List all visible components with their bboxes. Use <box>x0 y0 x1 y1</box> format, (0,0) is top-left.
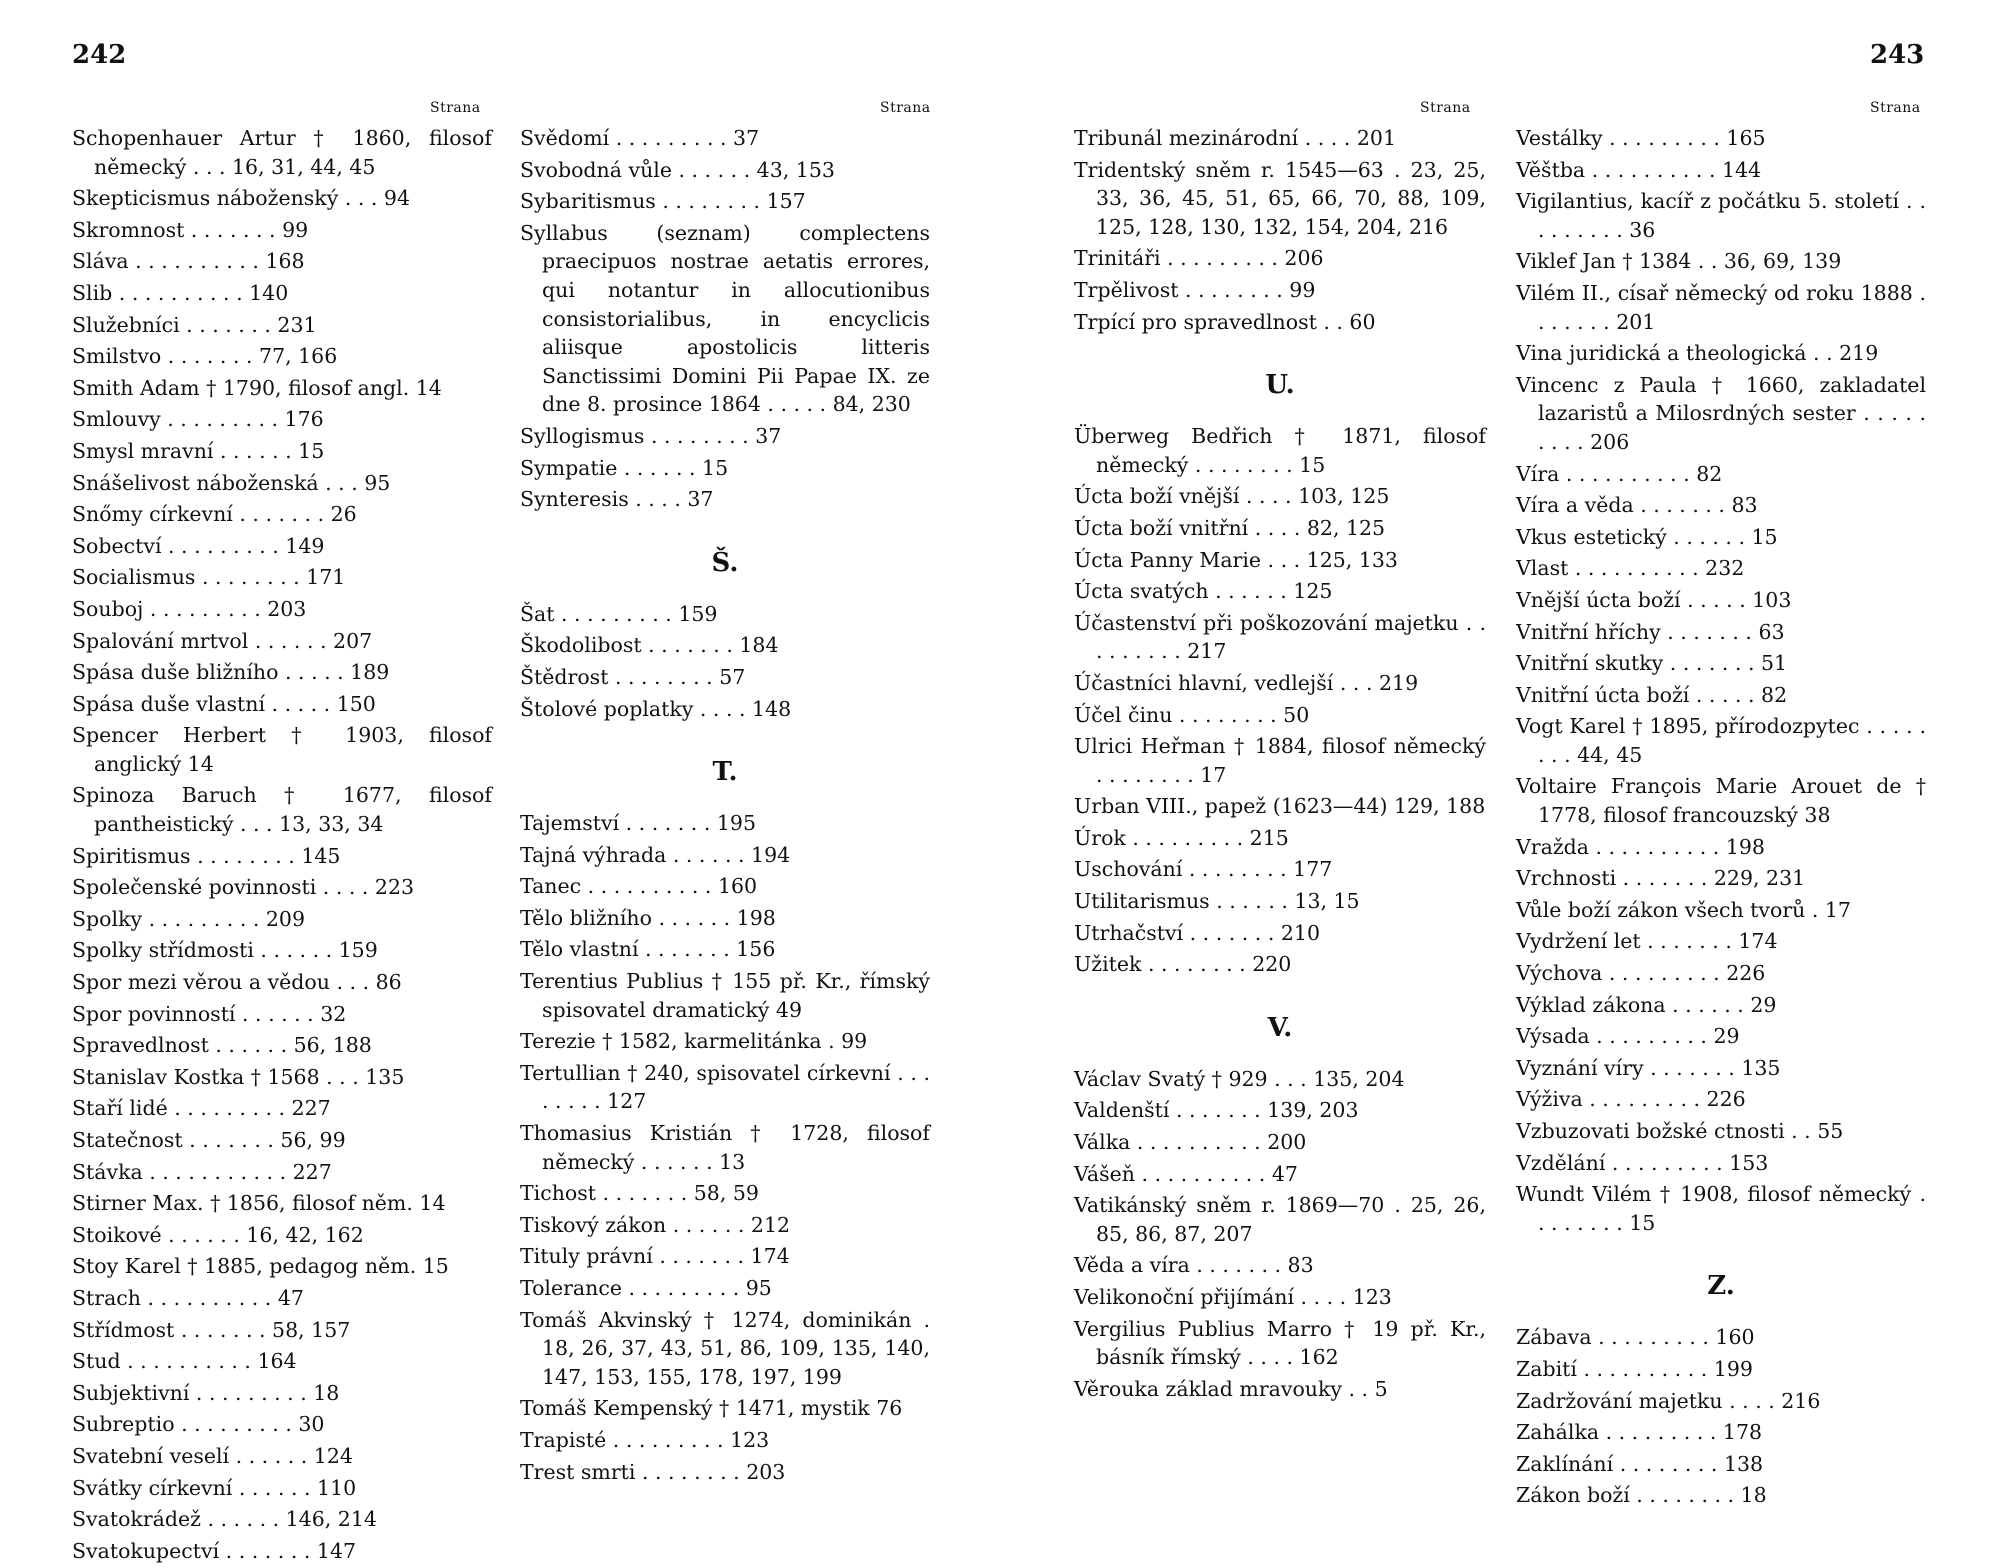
index-entry: Víra . . . . . . . . . . 82 <box>1516 461 1723 486</box>
index-entry: Svatokupectví . . . . . . . 147 <box>72 1538 357 1563</box>
index-entry: Tajemství . . . . . . . 195 <box>520 811 757 836</box>
index-entry: Voltaire François Marie Arouet de † 1778, filosof francouzský 38 <box>1516 774 1926 828</box>
index-entry: Sobectví . . . . . . . . . 149 <box>72 533 325 558</box>
index-entry: Víra a věda . . . . . . . 83 <box>1516 493 1758 518</box>
index-entry: Vzdělání . . . . . . . . . 153 <box>1516 1150 1769 1175</box>
strana-label-col2: Strana <box>880 100 931 116</box>
index-entry: Syllogismus . . . . . . . . 37 <box>520 423 782 448</box>
index-entry: Tanec . . . . . . . . . . 160 <box>520 874 758 899</box>
index-entry: Urban VIII., papež (1623—44) 129, 188 <box>1074 794 1486 819</box>
index-entry: Válka . . . . . . . . . . 200 <box>1074 1130 1307 1155</box>
index-entry: Snőmy církevní . . . . . . . 26 <box>72 502 357 527</box>
index-entry: Wundt Vilém † 1908, filosof německý . . . . . . . . 15 <box>1516 1182 1926 1235</box>
strana-label-col4: Strana <box>1870 100 1921 116</box>
index-entry: Valdenští . . . . . . . 139, 203 <box>1074 1098 1359 1123</box>
index-entry: Výchova . . . . . . . . . 226 <box>1516 961 1766 986</box>
index-entry: Stanislav Kostka † 1568 . . . 135 <box>72 1064 405 1089</box>
index-entry: Spalování mrtvol . . . . . . 207 <box>72 628 373 653</box>
index-entry: Spencer Herbert † 1903, filosof anglický 14 <box>72 723 492 776</box>
index-entry: Spiritismus . . . . . . . . 145 <box>72 843 341 868</box>
index-entry: Staří lidé . . . . . . . . . 227 <box>72 1096 331 1121</box>
index-entry: Věrouka základ mravouky . . 5 <box>1074 1376 1388 1401</box>
index-entry: Stud . . . . . . . . . . 164 <box>72 1349 297 1374</box>
index-entry: Vyznání víry . . . . . . . 135 <box>1516 1055 1781 1080</box>
index-column-2 <box>520 124 930 1489</box>
index-entry: Společenské povinnosti . . . . 223 <box>72 875 415 900</box>
index-entry: Zábava . . . . . . . . . 160 <box>1516 1325 1755 1350</box>
index-entry: Utrhačství . . . . . . . 210 <box>1074 920 1320 945</box>
index-entry: Tomáš Akvinský † 1274, dominikán . 18, 26, 37, 43, 51, 86, 109, 135, 140, 147, 153, 155, 178, 197, 199 <box>520 1307 930 1389</box>
index-entry: Svatokrádež . . . . . . 146, 214 <box>72 1507 377 1532</box>
index-entry: Svobodná vůle . . . . . . 43, 153 <box>520 157 835 182</box>
index-entry: Trinitáři . . . . . . . . . 206 <box>1074 246 1324 271</box>
index-entry: Zadržování majetku . . . . 216 <box>1516 1388 1821 1413</box>
index-entry: Tridentský sněm r. 1545—63 . 23, 25, 33, 36, 45, 51, 65, 66, 70, 88, 109, 125, 128, 130, 132, 154, 204, 216 <box>1074 157 1486 239</box>
index-entry: Věda a víra . . . . . . . 83 <box>1074 1253 1314 1278</box>
index-entry: Zaklínání . . . . . . . . 138 <box>1516 1451 1764 1476</box>
index-entry: Výživa . . . . . . . . . 226 <box>1516 1087 1746 1112</box>
index-entry: Stoy Karel † 1885, pedagog něm. 15 <box>72 1254 449 1279</box>
index-entry: Socialismus . . . . . . . . 171 <box>72 565 346 590</box>
index-entry: Uschování . . . . . . . . 177 <box>1074 857 1333 882</box>
index-entry: Vergilius Publius Marro † 19 př. Kr., básník římský . . . . 162 <box>1074 1316 1486 1370</box>
index-entry: Subreptio . . . . . . . . . 30 <box>72 1412 325 1437</box>
index-entry: Václav Svatý † 929 . . . 135, 204 <box>1074 1066 1405 1091</box>
index-entry: Vincenc z Paula † 1660, zakladatel lazaristů a Milosrdných sester . . . . . . . . . 206 <box>1516 372 1926 454</box>
index-entry: Trapisté . . . . . . . . . 123 <box>520 1427 770 1452</box>
index-entry: Škodolibost . . . . . . . 184 <box>520 633 779 658</box>
index-entry: Trpělivost . . . . . . . . 99 <box>1074 277 1316 302</box>
index-entry: Thomasius Kristián † 1728, filosof německý . . . . . . 13 <box>520 1121 930 1174</box>
index-entry: Vlast . . . . . . . . . . 232 <box>1516 556 1745 581</box>
index-entry: Úcta svatých . . . . . . 125 <box>1074 579 1333 604</box>
index-column-3 <box>1074 124 1486 1406</box>
index-entry: Štolové poplatky . . . . 148 <box>520 696 792 721</box>
index-entry: Šat . . . . . . . . . 159 <box>520 601 718 626</box>
index-entry: Vnitřní skutky . . . . . . . 51 <box>1516 651 1788 676</box>
index-entry: Statečnost . . . . . . . 56, 99 <box>72 1128 346 1152</box>
index-entry: Snášelivost náboženská . . . 95 <box>72 470 391 495</box>
index-entry: Vražda . . . . . . . . . . 198 <box>1516 834 1765 859</box>
index-entry: Tichost . . . . . . . 58, 59 <box>520 1181 759 1206</box>
index-entry: Výklad zákona . . . . . . 29 <box>1516 992 1777 1017</box>
index-entry: Tertullian † 240, spisovatel církevní . . . . . . . . 127 <box>520 1060 930 1114</box>
index-entry: Úrok . . . . . . . . . 215 <box>1074 825 1289 850</box>
index-entry: Úcta boží vnější . . . . 103, 125 <box>1074 484 1390 509</box>
index-entry: Výsada . . . . . . . . . 29 <box>1516 1024 1740 1049</box>
index-entry: Vilém II., císař německý od roku 1888 . . . . . . . 201 <box>1516 280 1926 334</box>
index-column-4 <box>1516 124 1926 1513</box>
index-entry: Svátky církevní . . . . . . 110 <box>72 1475 357 1500</box>
index-entry: Vina juridická a theologická . . 219 <box>1516 341 1879 366</box>
index-column-1 <box>72 124 492 1568</box>
index-entry: Sympatie . . . . . . 15 <box>520 455 729 480</box>
index-entry: Úcta boží vnitřní . . . . 82, 125 <box>1074 515 1386 540</box>
index-entry: Souboj . . . . . . . . . 203 <box>72 596 307 621</box>
index-entry: Vnější úcta boží . . . . . 103 <box>1516 587 1792 612</box>
index-entry: Vogt Karel † 1895, přírodozpytec . . . . . . . . 44, 45 <box>1516 714 1926 767</box>
index-entry: Smith Adam † 1790, filosof angl. 14 <box>72 375 442 400</box>
section-heading: Š. <box>711 547 739 578</box>
index-entry: Stirner Max. † 1856, filosof něm. 14 <box>72 1191 446 1216</box>
index-entry: Vzbuzovati božské ctnosti . . 55 <box>1516 1119 1844 1143</box>
index-entry: Subjektivní . . . . . . . . . 18 <box>72 1380 340 1405</box>
index-entry: Trest smrti . . . . . . . . 203 <box>520 1459 786 1484</box>
index-entry: Überweg Bedřich † 1871, filosof německý . . . . . . . . 15 <box>1074 424 1486 477</box>
right-page-number: 243 <box>1870 40 1925 70</box>
index-entry: Užitek . . . . . . . . 220 <box>1074 952 1292 977</box>
index-entry: Vestálky . . . . . . . . . 165 <box>1516 126 1766 150</box>
index-entry: Vrchnosti . . . . . . . 229, 231 <box>1516 866 1806 891</box>
index-entry: Tajná výhrada . . . . . . 194 <box>520 842 791 867</box>
index-entry: Strach . . . . . . . . . . 47 <box>72 1285 304 1310</box>
index-entry: Vášeň . . . . . . . . . . 47 <box>1074 1161 1298 1186</box>
index-entry: Utilitarismus . . . . . . 13, 15 <box>1074 889 1360 914</box>
left-page-number: 242 <box>72 40 127 70</box>
index-entry: Slib . . . . . . . . . . 140 <box>72 280 289 305</box>
index-entry: Terezie † 1582, karmelitánka . 99 <box>520 1029 868 1054</box>
index-entry: Vydržení let . . . . . . . 174 <box>1516 929 1778 954</box>
index-entry: Spása duše bližního . . . . . 189 <box>72 660 390 685</box>
index-entry: Spolky střídmosti . . . . . . 159 <box>72 938 378 963</box>
index-entry: Spor mezi věrou a vědou . . . 86 <box>72 970 402 995</box>
index-entry: Smlouvy . . . . . . . . . 176 <box>72 407 324 432</box>
index-entry: Sybaritismus . . . . . . . . 157 <box>520 189 806 214</box>
index-entry: Smilstvo . . . . . . . 77, 166 <box>72 344 338 369</box>
section-heading: U. <box>1265 370 1295 401</box>
index-entry: Věštba . . . . . . . . . . 144 <box>1516 157 1762 182</box>
index-entry: Ulrici Heřman † 1884, filosof německý . . . . . . . . 17 <box>1074 734 1486 787</box>
section-heading: T. <box>712 757 738 788</box>
index-entry: Tribunál mezinárodní . . . . 201 <box>1074 126 1397 150</box>
index-entry: Zahálka . . . . . . . . . 178 <box>1516 1420 1763 1445</box>
section-heading: Z. <box>1707 1271 1735 1302</box>
index-entry: Úcta Panny Marie . . . 125, 133 <box>1074 547 1398 572</box>
index-entry: Štědrost . . . . . . . . 57 <box>520 664 746 689</box>
index-entry: Tituly právní . . . . . . . 174 <box>520 1244 790 1269</box>
index-entry: Skromnost . . . . . . . 99 <box>72 217 309 242</box>
index-entry: Svatební veselí . . . . . . 124 <box>72 1443 353 1468</box>
index-entry: Spása duše vlastní . . . . . 150 <box>72 691 376 716</box>
index-entry: Vigilantius, kacíř z počátku 5. století . . . . . . . . . 36 <box>1516 189 1926 242</box>
index-entry: Účel činu . . . . . . . . 50 <box>1074 702 1310 727</box>
index-entry: Služebníci . . . . . . . 231 <box>72 312 317 337</box>
index-entry: Účastníci hlavní, vedlejší . . . 219 <box>1074 670 1419 695</box>
index-entry: Stoikové . . . . . . 16, 42, 162 <box>72 1222 364 1247</box>
section-heading: V. <box>1267 1012 1293 1043</box>
index-entry: Synteresis . . . . 37 <box>520 487 714 512</box>
index-entry: Spolky . . . . . . . . . 209 <box>72 906 306 931</box>
index-entry: Tolerance . . . . . . . . . 95 <box>520 1276 772 1300</box>
index-entry: Velikonoční přijímání . . . . 123 <box>1074 1285 1392 1309</box>
index-entry: Spor povinností . . . . . . 32 <box>72 1001 347 1026</box>
index-entry: Schopenhauer Artur † 1860, filosof německý . . . 16, 31, 44, 45 <box>72 126 492 179</box>
index-entry: Stávka . . . . . . . . . . . 227 <box>72 1159 332 1184</box>
index-entry: Zabití . . . . . . . . . . 199 <box>1516 1356 1753 1381</box>
index-entry: Vnitřní úcta boží . . . . . 82 <box>1516 682 1788 707</box>
index-entry: Tiskový zákon . . . . . . 212 <box>520 1212 791 1237</box>
index-entry: Syllabus (seznam) complectens praecipuos nostrae aetatis errores, qui notantur in allocutionibus consistorialibus, in encyclicis aliisque apostolicis litteris Sanctissimi Domini Pii Papae IX. ze dne 8. prosince 1864 . . . . . 84, 230 <box>520 220 930 417</box>
index-entry: Trpící pro spravedlnost . . 60 <box>1074 309 1376 334</box>
index-entry: Terentius Publius † 155 př. Kr., římský spisovatel dramatický 49 <box>520 969 930 1022</box>
strana-label-col3: Strana <box>1420 100 1471 116</box>
index-entry: Svědomí . . . . . . . . . 37 <box>520 126 760 150</box>
index-entry: Spravedlnost . . . . . . 56, 188 <box>72 1033 372 1058</box>
index-entry: Zákon boží . . . . . . . . 18 <box>1516 1483 1767 1508</box>
index-entry: Tělo vlastní . . . . . . . 156 <box>520 937 776 962</box>
index-entry: Viklef Jan † 1384 . . 36, 69, 139 <box>1516 249 1842 274</box>
index-entry: Vatikánský sněm r. 1869—70 . 25, 26, 85, 86, 87, 207 <box>1074 1193 1486 1246</box>
index-entry: Střídmost . . . . . . . 58, 157 <box>72 1317 351 1342</box>
index-entry: Tělo bližního . . . . . . 198 <box>520 905 776 930</box>
index-entry: Účastenství při poškozování majetku . . . . . . . . . 217 <box>1074 610 1486 664</box>
index-entry: Tomáš Kempenský † 1471, mystik 76 <box>520 1396 903 1421</box>
index-entry: Spinoza Baruch † 1677, filosof pantheistický . . . 13, 33, 34 <box>72 783 492 837</box>
index-entry: Smysl mravní . . . . . . 15 <box>72 438 325 463</box>
index-entry: Vkus estetický . . . . . . 15 <box>1516 524 1778 549</box>
strana-label-col1: Strana <box>430 100 481 116</box>
index-entry: Vůle boží zákon všech tvorů . 17 <box>1516 897 1851 922</box>
index-entry: Vnitřní hříchy . . . . . . . 63 <box>1516 619 1785 644</box>
index-entry: Skepticismus náboženský . . . 94 <box>72 186 410 211</box>
index-entry: Sláva . . . . . . . . . . 168 <box>72 249 305 274</box>
